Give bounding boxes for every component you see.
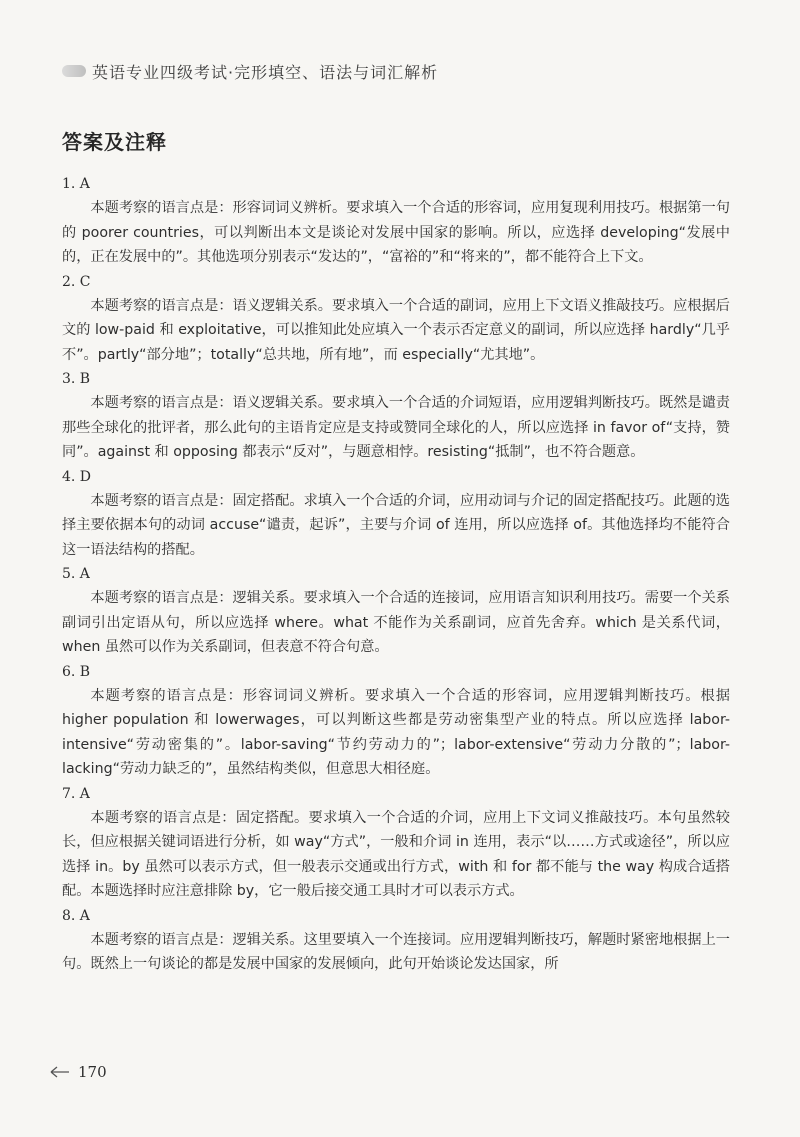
answer-number: 7. A — [62, 785, 90, 802]
answer-explanation: 本题考察的语言点是：逻辑关系。要求填入一个合适的连接词，应用语言知识利用技巧。需要一个关系副词引出定语从句，所以应选择 where。what 不能作为关系副词，应首先舍弃。which 是关系代词，when 虽然可以作为关系副词，但表意不符合句意。 — [62, 590, 730, 655]
answer-explanation: 本题考察的语言点是：语义逻辑关系。要求填入一个合适的副词，应用上下文语义推敲技巧。应根据后文的 low-paid 和 exploitative，可以推知此处应填入一个表示否定意义的副词，所以应选择 hardly“几乎不”。partly“部分地”；totally“总共地，所有地”，而 especially“尤其地”。 — [62, 297, 730, 363]
answer-number: 5. A — [62, 566, 90, 582]
answer-item — [62, 562, 730, 660]
answer-item — [62, 367, 730, 465]
answer-item — [62, 270, 730, 368]
section-title: 答案及注释 — [62, 130, 167, 154]
answer-list — [62, 172, 730, 977]
answer-explanation: 本题考察的语言点是：形容词词义辨析。要求填入一个合适的形容词，应用逻辑判断技巧。根据 higher population 和 lowerwages，可以判断这些都是劳动密集型产业的特点。所以应选择 labor-intensive“劳动密集的”。labor-saving“节约劳动力的”；labor-extensive“劳动力分散的”；labor-lacking“劳动力缺乏的”，虽然结构类似，但意思大相径庭。 — [62, 687, 730, 777]
answer-item — [62, 465, 730, 563]
answer-explanation: 本题考察的语言点是：形容词词义辨析。要求填入一个合适的形容词，应用复现利用技巧。根据第一句的 poorer countries，可以判断出本文是谈论对发展中国家的影响。所以，应选择 developing“发展中的，正在发展中的”。其他选项分别表示“发达的”，“富裕的”和“将来的”，都不能符合上下文。 — [62, 200, 730, 265]
answer-number: 3. B — [62, 371, 91, 387]
answer-number: 8. A — [62, 907, 90, 924]
answer-number: 1. A — [62, 176, 90, 192]
answer-explanation: 本题考察的语言点是：逻辑关系。这里要填入一个连接词。应用逻辑判断技巧，解题时紧密地根据上一句。既然上一句谈论的都是发展中国家的发展倾向，此句开始谈论发达国家，所 — [62, 931, 730, 972]
answer-explanation: 本题考察的语言点是：固定搭配。要求填入一个合适的介词，应用上下文词义推敲技巧。本句虽然较长，但应根据关键词语进行分析，如 way“方式”，一般和介词 in 连用，表示“以……方式或途径”，所以应选择 in。by 虽然可以表示方式，但一般表示交通或出行方式，with 和 for 都不能与 the way 构成合适搭配。本题选择时应注意排除 by，它一般后接交通工具时才可以表示方式。 — [62, 809, 730, 899]
answer-explanation: 本题考察的语言点是：语义逻辑关系。要求填入一个合适的介词短语，应用逻辑判断技巧。既然是谴责那些全球化的批评者，那么此句的主语肯定应是支持或赞同全球化的人，所以应选择 in favor of“支持，赞同”。against 和 opposing 都表示“反对”，与题意相悖。resisting“抵制”，也不符合题意。 — [62, 395, 730, 460]
answer-item — [62, 904, 730, 977]
back-arrow-icon — [50, 1066, 70, 1078]
running-header — [62, 60, 438, 82]
answer-explanation: 本题考察的语言点是：固定搭配。求填入一个合适的介词，应用动词与介记的固定搭配技巧。此题的选择主要依据本句的动词 accuse“谴责，起诉”，主要与介词 of 连用，所以应选择 of。其他选择均不能符合这一语法结构的搭配。 — [62, 492, 730, 558]
page-footer — [50, 1062, 107, 1082]
answer-item — [62, 172, 730, 270]
answer-item — [62, 782, 730, 904]
header-title: 英语专业四级考试·完形填空、语法与词汇解析 — [92, 62, 439, 82]
answer-number: 4. D — [62, 468, 92, 485]
header-ornament-icon — [62, 65, 86, 77]
answer-number: 6. B — [62, 663, 91, 680]
answer-item — [62, 660, 730, 782]
answer-number: 2. C — [62, 273, 91, 290]
page-number: 170 — [78, 1063, 107, 1081]
